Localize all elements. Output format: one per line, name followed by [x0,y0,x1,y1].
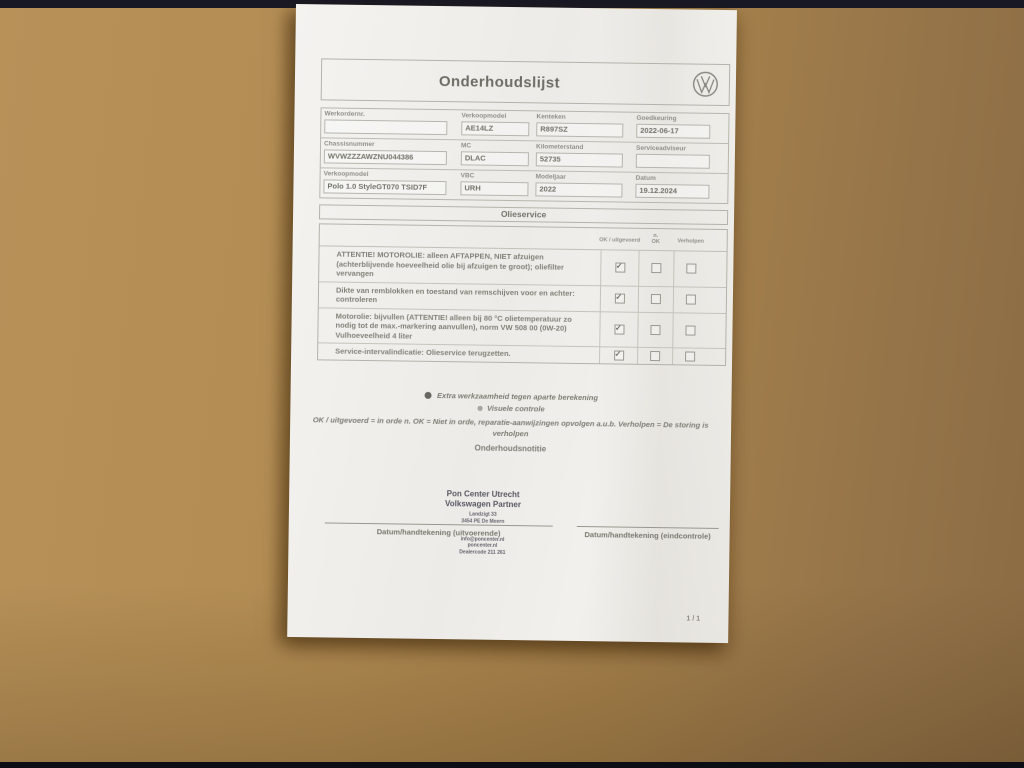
stamp-partner-line: Volkswagen Partner [445,499,522,510]
checkbox-cell [599,312,637,347]
checkbox-nok [650,325,660,335]
field-value-box: WVWZZZAWZNU044386 [324,149,447,165]
field-value-box: 2022 [535,182,622,197]
checkbox-ok [614,324,624,334]
checkbox-cell [638,251,673,286]
stamp-website-line: poncenter.nl [467,542,498,550]
checkbox-cell [638,286,673,311]
checkbox-cell [673,251,707,286]
checklist-item-text: ATTENTIE! MOTOROLIE: alleen AFTAPPEN, NIET afzuigen (achterblijvende hoeveelheid olie bij afzuigen te groot); oliefilter vervangen [336,249,564,279]
checkbox-cell [599,347,637,363]
legend-definitions: OK / uitgevoerd = in orde n. OK = Niet in orde, reparatie-aanwijzingen opvolgen a.u.b. Verholpen = De storing is verholpen [312,415,709,438]
checkbox-verholpen [685,294,695,304]
signature-label-left: Datum/handtekening (uitvoerende) [376,527,501,538]
checklist-item-text: Dikte van remblokken en toestand van remschijven voor en achter: controleren [335,285,575,305]
checkbox-ok [614,350,624,360]
field-label: Kilometerstand [535,143,584,152]
field-mc [461,142,536,166]
checkbox-nok [650,351,660,361]
checkbox-nok [651,263,661,273]
field-label: VBC [460,172,475,180]
field-goedkeuring [636,115,723,139]
stamp-dealercode-line: Dealercode 211 261 [459,549,506,557]
field-value-box: URH [460,181,528,196]
legend-visual-check: ⊛ Visuele controle [477,403,545,414]
signature-line-right [577,526,719,529]
checkbox-ok [615,263,625,273]
vehicle-fields-table [319,107,729,204]
field-verkoopmodel-variant [323,170,460,195]
field-werkordernr [324,110,461,135]
legend [290,389,732,442]
field-kenteken [536,113,636,137]
field-label: Goedkeuring [636,114,677,123]
checklist-item-text: Motorolie: bijvullen (ATTENTIE! alleen bij 80 °C olietemperatuur zo nodig tot de max.-markering aanvullen), norm VW 508 00 (0W-20) Vulhoeveelheid 4 liter [335,311,572,341]
field-value-box [324,119,447,135]
dealer-stamp [407,489,558,558]
field-label: Chassisnummer [324,140,375,149]
checkbox-verholpen [685,351,695,361]
document-header [321,58,731,106]
field-label: MC [460,142,472,150]
field-label: Werkordernr. [324,110,365,118]
checkbox-cell [673,287,707,312]
letterbox-bar-bottom [0,762,1024,768]
field-value-box [636,154,710,169]
field-value-box: 19.12.2024 [635,184,709,199]
stamp-address-line: Landzigt 33 [469,511,497,518]
checkbox-verholpen [686,264,696,274]
checkbox-cell [637,348,672,364]
checklist-row [318,308,725,349]
column-verholpen-label: Verholpen [677,238,705,245]
checkbox-cell [600,250,638,285]
checklist-row [319,246,726,287]
checkbox-cell [637,312,672,347]
stamp-city-line: 3454 PE De Meern [461,518,505,525]
checkbox-nok [651,294,661,304]
field-label: Datum [635,174,656,183]
field-value-box: DLAC [461,151,529,166]
column-nok-label: n. OK [651,233,660,246]
field-value-box: 2022-06-17 [636,124,710,139]
page-number: 1 / 1 [686,615,701,623]
field-label: Serviceadviseur [635,144,686,153]
checkbox-cell [600,286,638,312]
signature-label-right: Datum/handtekening (eindcontrole) [584,530,711,541]
field-value-box: AE14LZ [461,121,529,136]
field-value-box: Polo 1.0 StyleGT070 TSID7F [323,179,446,195]
olieservice-section-header: Olieservice [319,204,728,225]
maintenance-note-title: Onderhoudsnotitie [474,443,547,454]
field-serviceadviseur [636,145,723,169]
field-label: Kenteken [536,113,566,121]
field-vbc [460,172,535,196]
field-value-box: 52735 [536,152,623,167]
stamp-email-line: info@poncenter.nl [460,535,505,543]
checkbox-verholpen [685,325,695,335]
visual-check-icon: ⊛ [477,405,484,413]
field-modeljaar [535,173,635,197]
field-verkoopmodel [461,112,536,136]
field-label: Verkoopmodel [461,112,507,120]
checkbox-ok [614,293,624,303]
field-kilometerstand [536,143,636,167]
field-value-box: R897SZ [536,122,623,137]
legend-extra-work: Extra werkzaamheid tegen aparte berekening [290,389,731,405]
checklist-item-text: Service-intervalindicatie: Olieservice terugzetten. [335,346,511,359]
field-datum [635,175,722,199]
stamp-dealer-name: Pon Center Utrecht [446,489,520,500]
extra-work-bullet-icon [424,392,431,399]
field-label: Modeljaar [535,173,566,181]
field-label: Verkoopmodel [323,170,369,179]
field-chassisnummer [324,140,461,165]
column-ok-label: OK / uitgevoerd [599,237,641,244]
checkbox-cell [672,313,706,348]
vw-logo-icon [692,71,719,98]
olieservice-checklist [317,223,728,365]
fields-row-3 [320,168,727,203]
document-page [287,4,737,643]
document-title: Onderhoudslijst [438,72,561,92]
checkbox-cell [672,348,706,364]
